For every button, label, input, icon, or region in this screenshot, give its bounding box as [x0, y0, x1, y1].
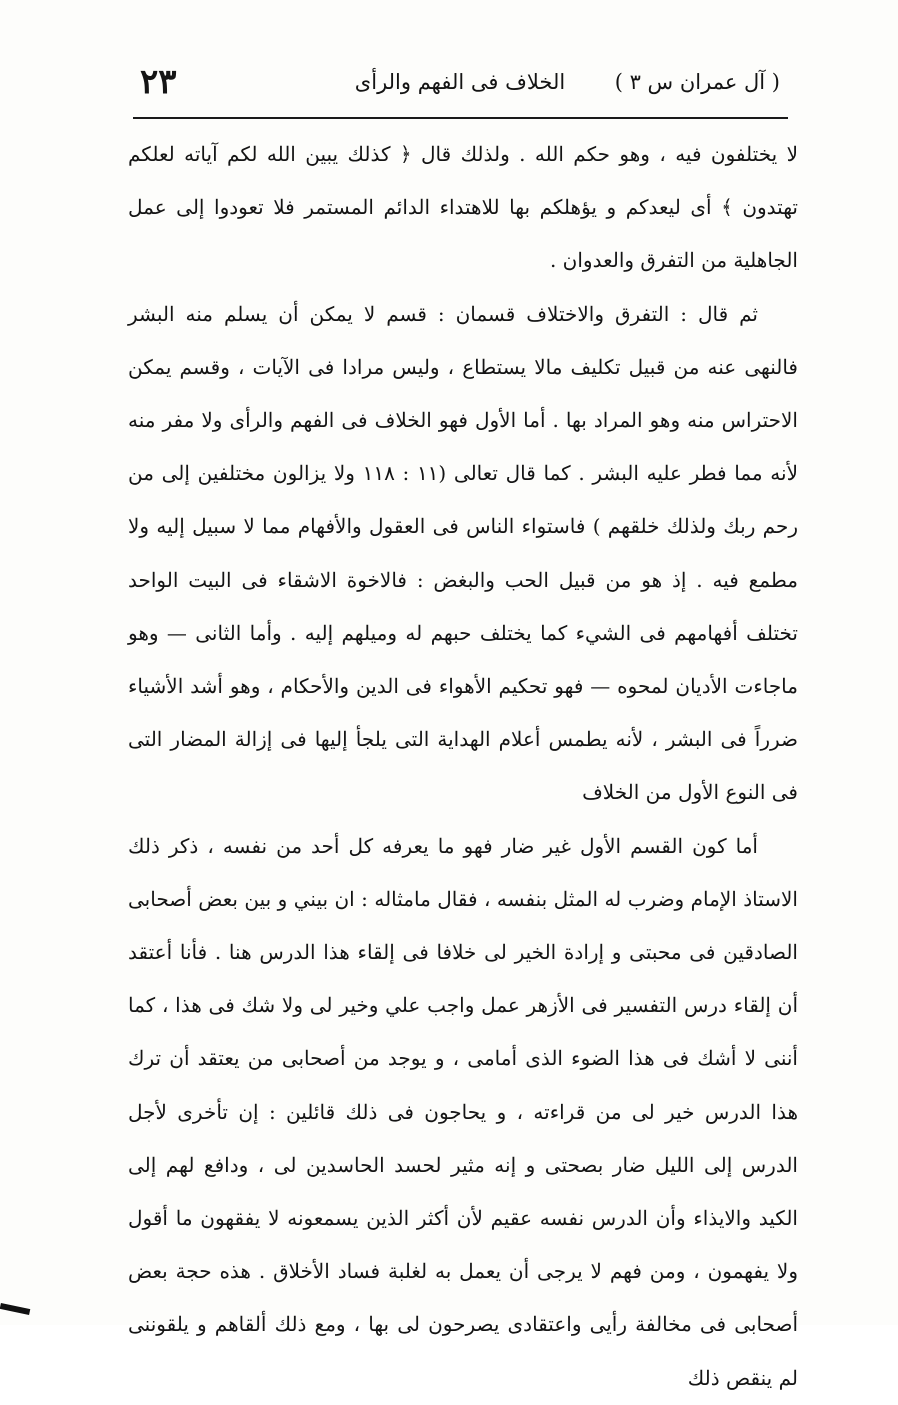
body-text — [128, 128, 798, 1405]
paragraph-1: لا يختلفون فيه ، وهو حكم الله . ولذلك قال ﴿ كذلك يبين الله لكم آياته لعلكم تهتدون ﴾ أى ليعدكم و يؤهلكم بها للاهتداء الدائم المستمر فلا تعودوا إلى عمل الجاهلية من التفرق والعدوان . — [128, 142, 798, 273]
paragraph-3: أما كون القسم الأول غير ضار فهو ما يعرفه كل أحد من نفسه ، ذكر ذلك الاستاذ الإمام وضرب له المثل بنفسه ، فقال مامثاله : ان بيني و بين بعض أصحابى الصادقين فى محبتى و إرادة الخير لى خلافا فى إلقاء هذا الدرس هنا . فأنا أعتقد أن إلقاء درس التفسير فى الأزهر عمل واجب علي وخير لى ولا شك فى هذا ، كما أننى لا أشك فى هذا الضوء الذى أمامى ، و يوجد من أصحابى من يعتقد أن ترك هذا الدرس خير لى من قراءته ، و يحاجون فى ذلك قائلين : إن تأخرى لأجل الدرس إلى الليل ضار بصحتى و إنه مثير لحسد الحاسدين لى ، ودافع لهم إلى الكيد والايذاء وأن الدرس نفسه عقيم لأن أكثر الذين يسمعونه لا يفقهون ما أقول ولا يفهمون ، ومن فهم لا يرجى أن يعمل به لغلبة فساد الأخلاق . هذه حجة بعض أصحابى فى مخالفة رأيى واعتقادى يصرحون لى بها ، ومع ذلك ألقاهم و يلقوننى لم ينقص ذلك — [128, 833, 798, 1390]
header-rule — [133, 117, 788, 119]
header-title: الخلاف فى الفهم والرأى — [354, 70, 566, 94]
scan-edge-mark — [0, 1303, 30, 1315]
page-number: ٢٣ — [140, 62, 177, 102]
paragraph-2: ثم قال : التفرق والاختلاف قسمان : قسم لا يمكن أن يسلم منه البشر فالنهى عنه من قبيل تكليف مالا يستطاع ، وليس مرادا فى الآيات ، وقسم يمكن الاحتراس منه وهو المراد بها . أما الأول فهو الخلاف فى الفهم والرأى ولا مفر منه لأنه مما فطر عليه البشر . كما قال تعالى (١١ : ١١٨ ولا يزالون مختلفين إلى من رحم ربك ولذلك خلقهم ) فاستواء الناس فى العقول والأفهام مما لا سبيل إليه ولا مطمع فيه . إذ هو من قبيل الحب والبغض : فالاخوة الاشقاء فى البيت الواحد تختلف أفهامهم فى الشيء كما يختلف حبهم له وميلهم إليه . وأما الثانى — وهو ماجاءت الأديان لمحوه — فهو تحكيم الأهواء فى الدين والأحكام ، وهو أشد الأشياء ضرراً فى البشر ، لأنه يطمس أعلام الهداية التى يلجأ إليها فى إزالة المضار التى فى النوع الأول من الخلاف — [128, 301, 798, 805]
running-header — [140, 64, 780, 108]
header-section-reference: ( آل عمران س ٣ ) — [614, 70, 780, 94]
